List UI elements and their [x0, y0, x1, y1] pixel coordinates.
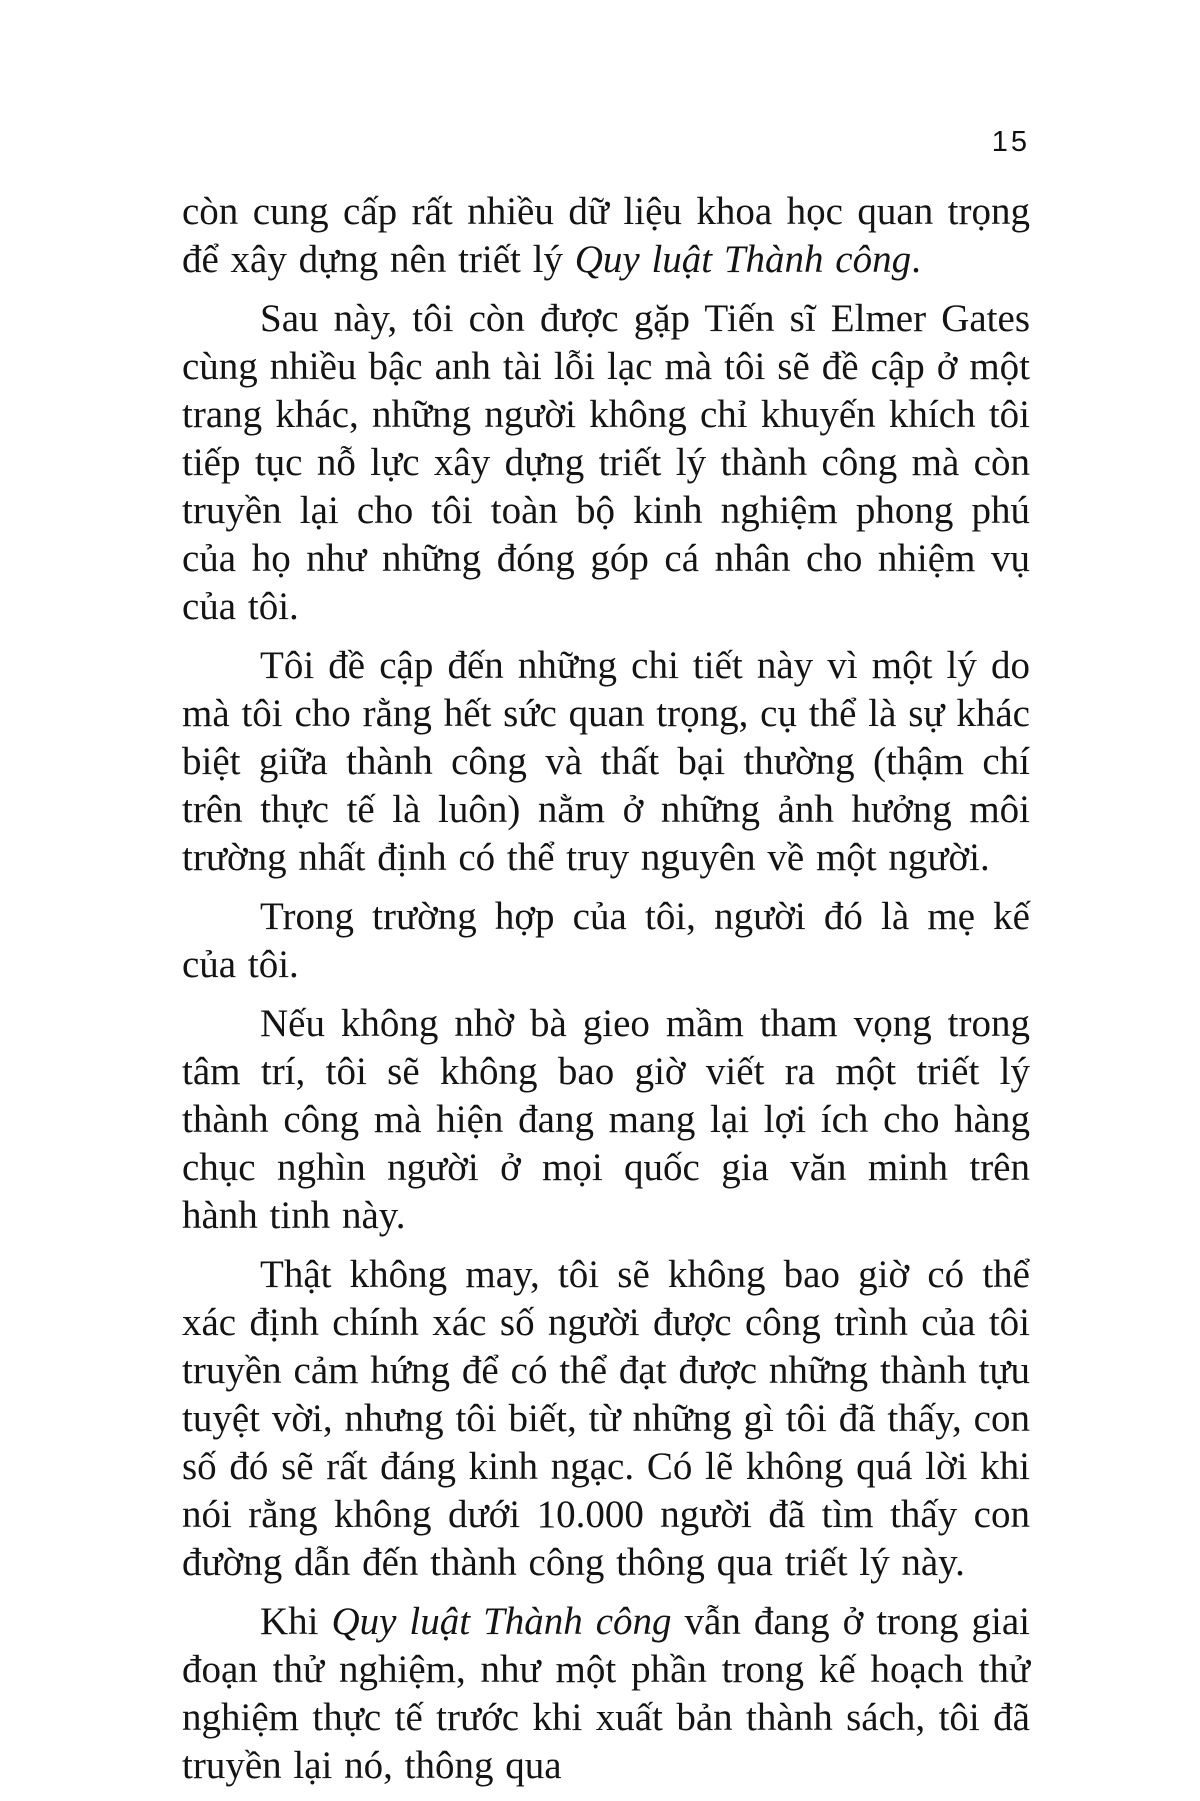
paragraph [182, 188, 1030, 284]
text-run: Tôi đề cập đến những chi tiết này vì một lý do mà tôi cho rằng hết sức quan trọng, cụ thể là sự khác biệt giữa thành công và thất bại thường (thậm chí trên thực tế là luôn) nằm ở những ảnh hưởng môi trường nhất định có thể truy nguyên về một người. [182, 644, 1030, 879]
text-run: vẫn đang ở trong giai đoạn thử nghiệm, như một phần trong kế hoạch thử nghiệm thực tế trước khi xuất bản thành sách, tôi đã truyền lại nó, thông qua [182, 1600, 1030, 1787]
text-run: Khi [260, 1600, 332, 1643]
italic-text-run: Quy luật Thành công [331, 1600, 672, 1643]
paragraph [182, 1598, 1030, 1790]
paragraph [182, 893, 1030, 989]
text-run: còn cung cấp rất nhiều dữ liệu khoa học quan trọng để xây dựng nên triết lý [182, 190, 1030, 281]
text-run: Thật không may, tôi sẽ không bao giờ có thể xác định chính xác số người được công trình của tôi truyền cảm hứng để có thể đạt được những thành tựu tuyệt vời, nhưng tôi biết, từ những gì tôi đã thấy, con số đó sẽ rất đáng kinh ngạc. Có lẽ không quá lời khi nói rằng không dưới 10.000 người đã tìm thấy con đường dẫn đến thành công thông qua triết lý này. [182, 1253, 1030, 1584]
italic-text-run: Quy luật Thành công [574, 238, 912, 281]
text-run: Sau này, tôi còn được gặp Tiến sĩ Elmer Gates cùng nhiều bậc anh tài lỗi lạc mà tôi sẽ đề cập ở một trang khác, những người không chỉ khuyến khích tôi tiếp tục nỗ lực xây dựng triết lý thành công mà còn truyền lại cho tôi toàn bộ kinh nghiệm phong phú của họ như những đóng góp cá nhân cho nhiệm vụ của tôi. [182, 297, 1030, 628]
paragraph [182, 642, 1030, 882]
paragraph [182, 1000, 1030, 1240]
text-run: Trong trường hợp của tôi, người đó là mẹ kế của tôi. [182, 895, 1030, 986]
text-run: Nếu không nhờ bà gieo mầm tham vọng trong tâm trí, tôi sẽ không bao giờ viết ra một triết lý thành công mà hiện đang mang lại lợi ích cho hàng chục nghìn người ở mọi quốc gia văn minh trên hành tinh này. [182, 1002, 1030, 1237]
paragraph [182, 295, 1030, 631]
page-number: 15 [991, 126, 1030, 158]
paragraph [182, 1251, 1030, 1587]
text-run: . [911, 238, 921, 281]
body-text [182, 188, 1030, 1801]
